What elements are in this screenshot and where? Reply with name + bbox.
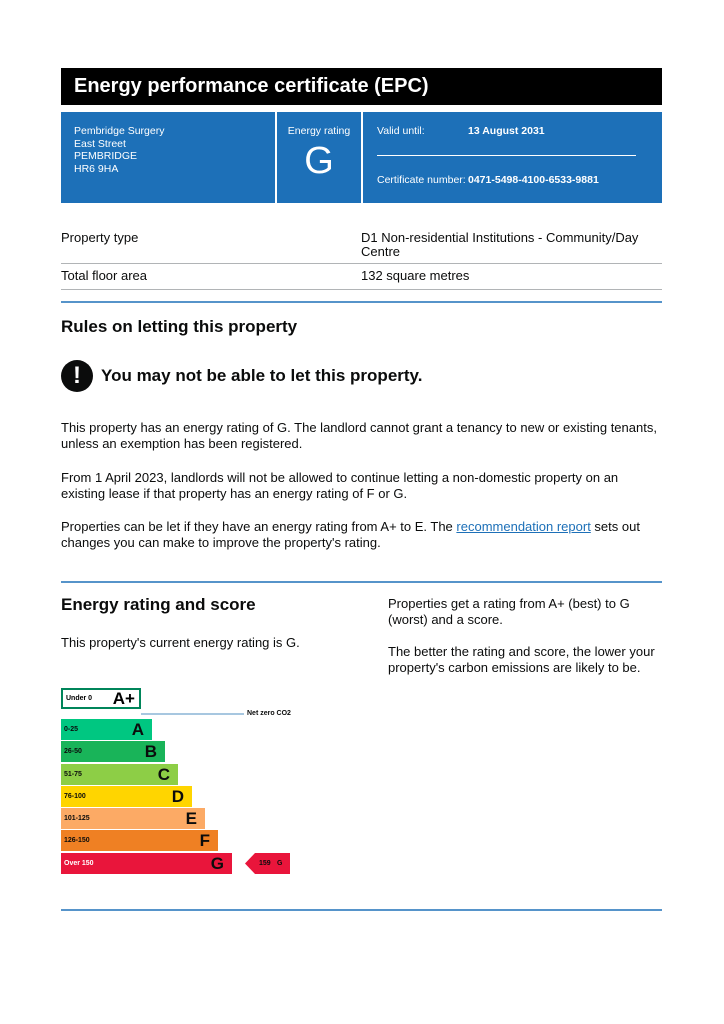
band-f	[61, 830, 218, 851]
section-divider	[61, 581, 662, 583]
current-score: 159	[259, 860, 271, 867]
floor-area-label: Total floor area	[61, 268, 147, 283]
net-zero-label: Net zero CO2	[247, 710, 291, 717]
section-divider	[61, 301, 662, 303]
band-letter: A+	[112, 689, 135, 708]
warning-icon: !	[61, 360, 93, 392]
band-letter: A	[131, 720, 144, 739]
address-line: Pembridge Surgery	[74, 125, 165, 137]
address-line: HR6 9HA	[74, 162, 119, 175]
band-e	[61, 808, 205, 829]
rating-explanation: The better the rating and score, the lower your property's carbon emissions are likely to be.	[388, 644, 655, 675]
property-type-value: D1 Non-residential Institutions - Community/Day Centre	[361, 230, 639, 259]
divider	[361, 112, 363, 203]
band-a-plus	[61, 688, 141, 709]
address-line: PEMBRIDGE	[74, 150, 138, 162]
property-address	[74, 125, 164, 175]
valid-until-label: Valid until:	[377, 125, 425, 137]
band-a	[61, 719, 152, 740]
band-range: 126-150	[64, 837, 90, 844]
energy-rating-label: Energy rating	[287, 125, 351, 137]
band-d	[61, 786, 192, 807]
divider	[61, 289, 662, 290]
current-letter: G	[277, 860, 283, 867]
certificate-number-label: Certificate number:	[377, 174, 466, 186]
property-type-label: Property type	[61, 230, 139, 245]
band-range: 0-25	[64, 726, 79, 733]
energy-rating-letter: G	[304, 140, 334, 182]
band-range: Under 0	[66, 695, 93, 702]
band-letter: D	[171, 787, 184, 806]
band-range: Over 150	[64, 860, 94, 867]
band-b	[61, 741, 165, 762]
divider	[377, 155, 636, 156]
band-letter: G	[210, 854, 224, 873]
band-range: 76-100	[64, 793, 86, 800]
current-rating-text: This property's current energy rating is G.	[61, 635, 300, 650]
divider	[61, 263, 662, 264]
section-divider	[61, 909, 662, 911]
paragraph-text: sets out changes you can make to improve the property's rating.	[61, 519, 640, 550]
valid-until-value: 13 August 2031	[468, 125, 545, 137]
band-letter: C	[157, 765, 170, 784]
rules-paragraph: From 1 April 2023, landlords will not be allowed to continue letting a non-domestic property on an existing lease if that property has an energy rating of F or G.	[61, 470, 619, 501]
certificate-summary	[61, 112, 662, 203]
band-letter: F	[199, 831, 210, 850]
recommendation-report-link[interactable]: recommendation report	[456, 519, 591, 534]
warning-text: You may not be able to let this property.	[101, 366, 423, 385]
rules-paragraph: This property has an energy rating of G. The landlord cannot grant a tenancy to new or existing tenants, unless an exemption has been registered.	[61, 420, 657, 451]
rules-paragraph	[61, 519, 662, 551]
band-range: 101-125	[64, 815, 90, 822]
net-zero-line	[141, 713, 244, 715]
band-range: 51-75	[64, 771, 82, 778]
band-c	[61, 764, 178, 785]
floor-area-value: 132 square metres	[361, 268, 470, 283]
band-range: 26-50	[64, 748, 82, 755]
band-letter: E	[185, 809, 197, 828]
certificate-number-value: 0471-5498-4100-6533-9881	[468, 174, 599, 186]
page-title: Energy performance certificate (EPC)	[61, 68, 662, 105]
band-letter: B	[144, 742, 157, 761]
rules-heading: Rules on letting this property	[61, 317, 298, 336]
rating-explanation: Properties get a rating from A+ (best) to G (worst) and a score.	[388, 596, 630, 627]
paragraph-text: Properties can be let if they have an energy rating from A+ to E. The	[61, 519, 457, 534]
band-g	[61, 853, 232, 874]
current-rating-marker	[245, 853, 290, 874]
address-line: East Street	[74, 137, 126, 150]
energy-heading: Energy rating and score	[61, 595, 256, 614]
